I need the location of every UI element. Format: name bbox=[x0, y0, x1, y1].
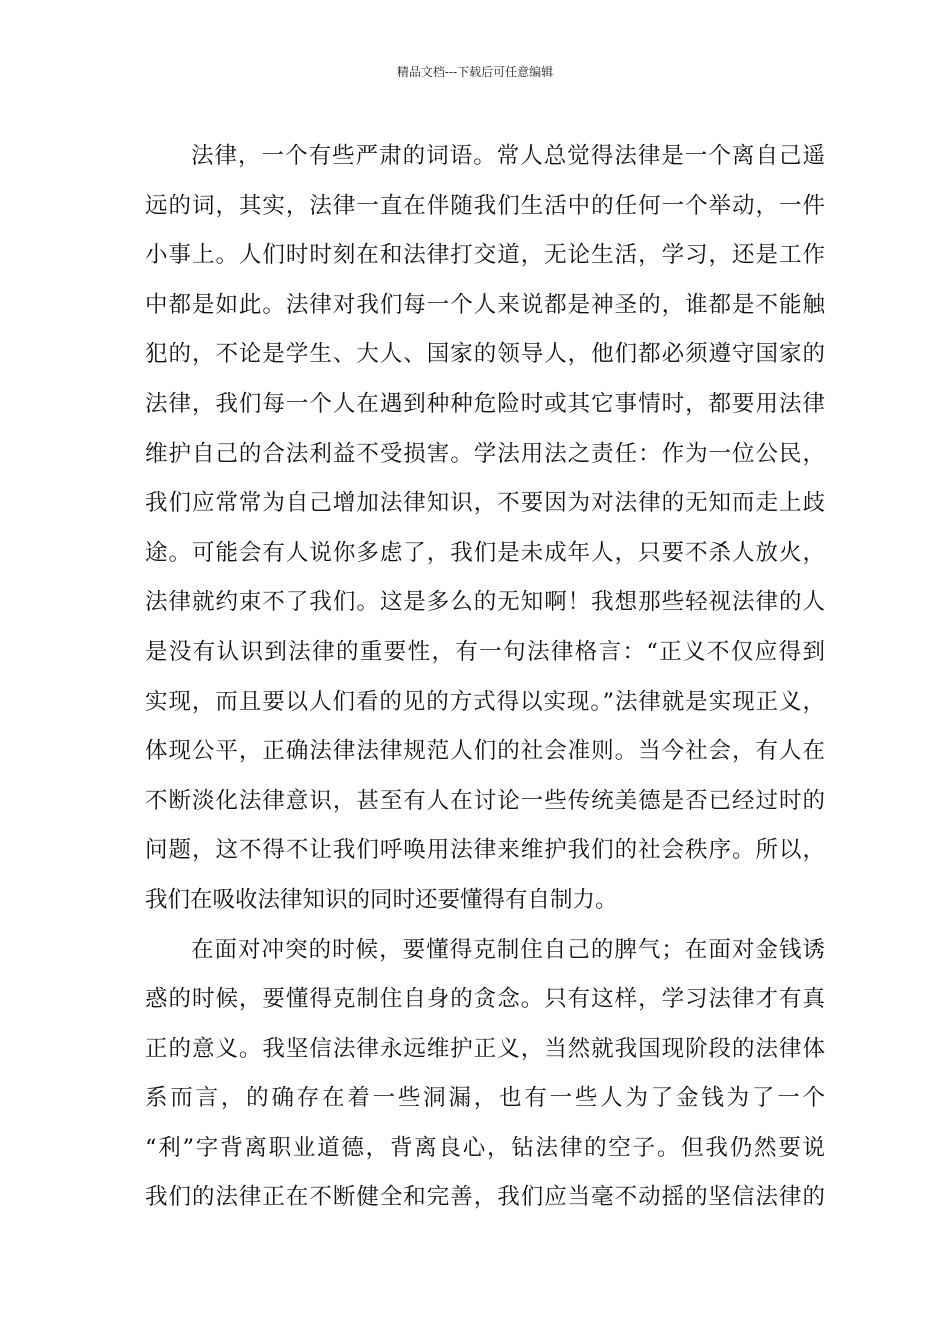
paragraph-line: 实现，而且要以人们看的见的方式得以实现。”法律就是实现正义， bbox=[145, 688, 825, 715]
paragraph-line: 中都是如此。法律对我们每一个人来说都是神圣的，谁都是不能触 bbox=[145, 291, 825, 318]
paragraph-line: 途。可能会有人说你多虑了，我们是未成年人，只要不杀人放火， bbox=[145, 539, 825, 566]
paragraph-line: 法律，一个有些严肃的词语。常人总觉得法律是一个离自己遥 bbox=[191, 143, 825, 169]
paragraph-line: 维护自己的合法利益不受损害。学法用法之责任：作为一位公民， bbox=[145, 440, 825, 467]
document-body bbox=[145, 132, 825, 1223]
paragraph-line: 正的意义。我坚信法律永远维护正义，当然就我国现阶段的法律体 bbox=[145, 1035, 825, 1062]
paragraph-line: 犯的，不论是学生、大人、国家的领导人，他们都必须遵守国家的 bbox=[145, 341, 825, 368]
paragraph-line: 不断淡化法律意识，甚至有人在讨论一些传统美德是否已经过时的 bbox=[145, 787, 825, 814]
paragraph-line: 在面对冲突的时候，要懂得克制住自己的脾气；在面对金钱诱 bbox=[191, 936, 825, 963]
paragraph-line: 我们的法律正在不断健全和完善，我们应当毫不动摇的坚信法律的 bbox=[145, 1184, 825, 1211]
page-header: 精品文档---下载后可任意编辑 bbox=[396, 65, 554, 79]
paragraph-line: 问题，这不得不让我们呼唤用法律来维护我们的社会秩序。所以， bbox=[145, 837, 825, 864]
paragraph-line: 体现公平，正确法律法律规范人们的社会准则。当今社会，有人在 bbox=[145, 738, 825, 765]
paragraph-line: 惑的时候，要懂得克制住自身的贪念。只有这样，学习法律才有真 bbox=[145, 986, 825, 1013]
paragraph-line: 系而言，的确存在着一些洞漏，也有一些人为了金钱为了一个 bbox=[145, 1085, 825, 1112]
paragraph-line: 法律就约束不了我们。这是多么的无知啊！我想那些轻视法律的人 bbox=[145, 589, 825, 616]
paragraph-line: 我们在吸收法律知识的同时还要懂得有自制力。 bbox=[145, 886, 618, 913]
paragraph-line: 我们应常常为自己增加法律知识，不要因为对法律的无知而走上歧 bbox=[145, 490, 825, 517]
paragraph-line: 远的词，其实，法律一直在伴随我们生活中的任何一个举动，一件 bbox=[145, 192, 825, 219]
paragraph-line: 法律，我们每一个人在遇到种种危险时或其它事情时，都要用法律 bbox=[145, 390, 825, 417]
paragraph-line: “利”字背离职业道德，背离良心，钻法律的空子。但我仍然要说 bbox=[145, 1134, 825, 1161]
paragraph-line: 是没有认识到法律的重要性，有一句法律格言：“正义不仅应得到 bbox=[145, 638, 825, 665]
paragraph-line: 小事上。人们时时刻在和法律打交道，无论生活，学习，还是工作 bbox=[145, 242, 825, 269]
